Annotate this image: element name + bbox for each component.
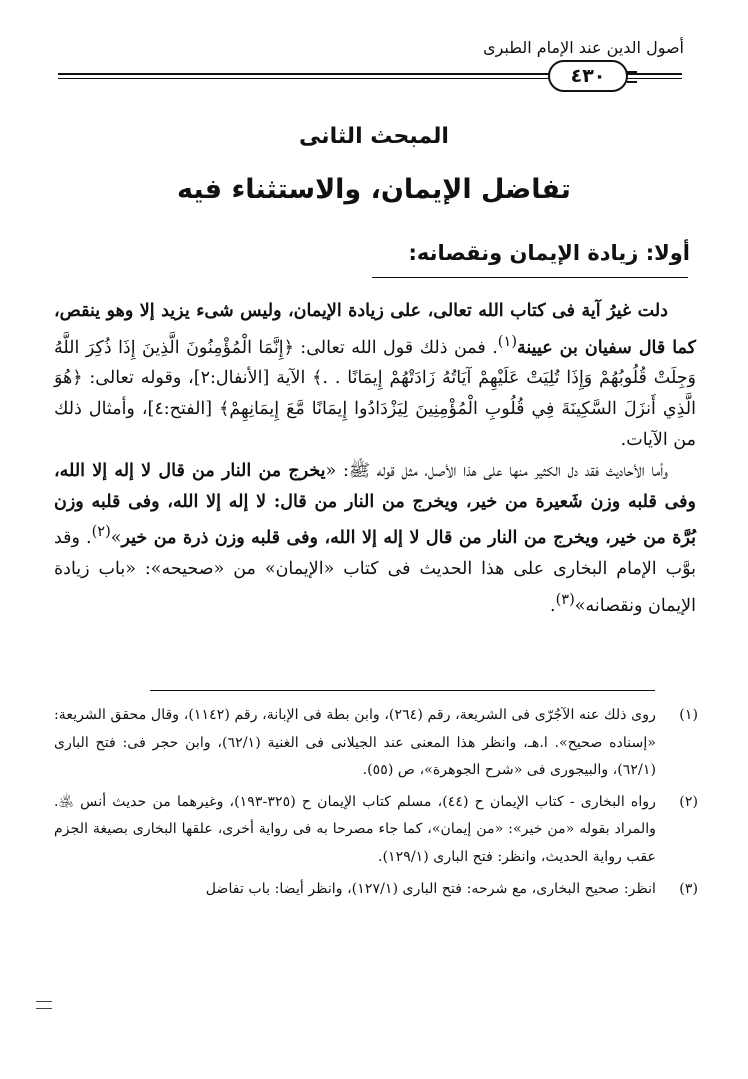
subheading: أولا: زيادة الإيمان ونقصانه: <box>408 241 690 265</box>
paragraph-hadith <box>54 456 696 622</box>
hadith-intro: وأما الأحاديث فقد دل الكثير منها على هذا الأصل، مثل قوله ﷺ: « <box>325 460 668 481</box>
section-title: تفاضل الإيمان، والاستثناء فيه <box>177 174 571 205</box>
footnotes <box>54 702 698 907</box>
margin-mark <box>36 1001 52 1009</box>
footnote-text: روى ذلك عنه الآجُرّى فى الشريعة، رقم (٢٦٤)، وابن بطة فى الإبانة، رقم (١١٤٢)، وقال محقق الشريعة: «إسناده صحيح». ا.هـ، وانظر هذا المعنى عند الجيلانى فى الغنية (٦٢/١)، وابن حجر فى: فتح البارى (٦٢/١)، والبيجورى فى «شرح الجوهرة»، ص (٥٥). <box>54 707 656 779</box>
footnote-text: رواه البخارى - كتاب الإيمان ح (٤٤)، مسلم كتاب الإيمان ح (٣٢٥-١٩٣)، وغيرهما من حديث أنس ﵁. والمراد بقوله «من خير»: «من إيمان»، كما جاء مصرحا به فى رواية أخرى، علقها البخارى بصيغة الجزم عقب رواية الحديث، وانظر: فتح البارى (١٢٩/١). <box>54 793 656 865</box>
page-number: ٤٣٠ <box>570 65 606 87</box>
footnote-ref-3: (٣) <box>555 590 575 608</box>
footnote-number: (٢) <box>679 793 698 810</box>
footnote-number: (١) <box>679 707 698 723</box>
page-number-badge <box>548 60 628 92</box>
footnote-ref-2: (٢) <box>91 523 111 541</box>
bukhari-chapter: . وقد بوَّب الإمام البخارى على هذا الحديث فى كتاب «الإيمان» من «صحيحه»: «باب زيادة الإيمان ونقصانه» <box>54 528 696 616</box>
hadith-close-quote: » <box>110 528 122 549</box>
footnote-text: انظر: صحيح البخارى، مع شرحه: فتح البارى (١٢٧/١)، وانظر أيضا: باب تفاضل <box>205 880 656 897</box>
hadith-text: يخرج من النار من قال لا إله إلا الله، وفى قلبه وزن شَعيرة من خير، ويخرج من النار من قال: لا إله إلا الله، وفى قلبه وزن بُرَّة من خير، ويخرج من النار من قال لا إله إلا الله، وفى قلبه وزن ذرة من خير <box>54 460 696 549</box>
paragraph-verses <box>54 296 696 456</box>
footnote-number: (٣) <box>679 880 698 897</box>
main-text <box>54 296 696 621</box>
footnote-separator <box>150 690 655 691</box>
footnote-3 <box>54 876 698 904</box>
paragraph-quran-quotes: . فمن ذلك قول الله تعالى: ﴿إِنَّمَا الْمُؤْمِنُونَ الَّذِينَ إِذَا ذُكِرَ اللَّهُ وَجِلَتْ قُلُوبُهُمْ وَإِذَا تُلِيَتْ عَلَيْهِمْ آيَاتُهُ زَادَتْهُمْ إِيمَانًا . .﴾ الآية [الأنفال:٢]، وقوله تعالى: ﴿هُوَ الَّذِي أَنزَلَ السَّكِينَةَ فِي قُلُوبِ الْمُؤْمِنِينَ لِيَزْدَادُوا إِيمَانًا مَّعَ إِيمَانِهِمْ﴾ [الفتح:٤]، وأمثال ذلك من الآيات. <box>54 337 697 451</box>
running-title: أصول الدين عند الإمام الطبرى <box>483 38 684 57</box>
paragraph-statement: وليس شىء يزيد إلا وهو ينقص، كما قال سفيان بن عيينة <box>54 301 696 358</box>
paragraph-end: . <box>549 595 556 616</box>
footnote-ref-1: (١) <box>497 332 518 350</box>
paragraph-opening: دلت غيرُ آية فى كتاب الله تعالى، على زيادة الإيمان، <box>281 301 668 321</box>
subheading-underline <box>372 277 688 278</box>
footnote-2 <box>54 789 698 872</box>
section-label: المبحث الثانى <box>299 124 449 149</box>
footnote-1 <box>54 702 698 785</box>
